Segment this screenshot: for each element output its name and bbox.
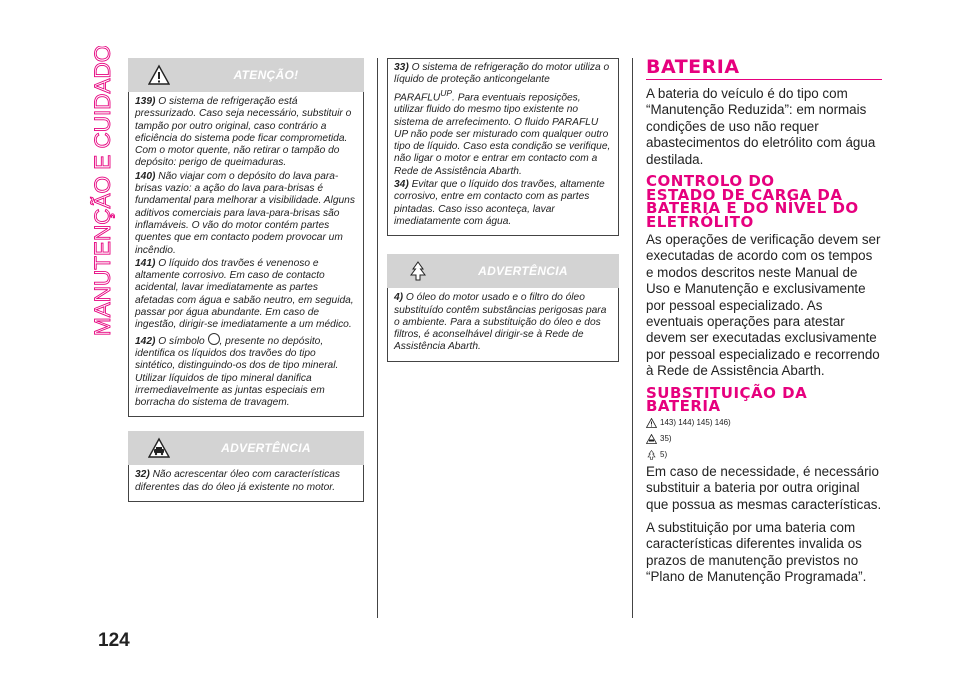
advert-box-body: [128, 465, 364, 502]
replacement-paragraph: Em caso de necessidade, é necessário substituir a bateria por outra original que possua as mesmas características.: [646, 463, 882, 512]
subheading-controlo: [646, 172, 882, 231]
warning-item: [135, 258, 357, 332]
column-2: [387, 58, 619, 362]
tree-icon: [646, 450, 657, 460]
brake-fluid-symbol-icon: [208, 333, 220, 345]
item-superscript: UP: [440, 87, 453, 98]
page-number: 124: [98, 630, 130, 651]
item-text: , presente no depósito, identifica os líquidos dos travões do tipo sintético, distinguindo-os dos de tipo mineral. Utilizar líquidos de tipo mineral danifica irremediavelmente as juntas especiais em borracha do sistema de travagem.: [135, 335, 339, 409]
section-heading-bateria: BATERIA: [646, 56, 740, 78]
car-warning-icon: [646, 434, 657, 444]
item-text: Não viajar com o depósito do lava para-brisas vazio: a ação do lava para-brisas é fundamental para melhorar a visibilidade. Alguns aditivos comerciais para lava-para-brisas são inflamáveis. O vão do motor contém partes quentes que em contacto podem provocar um incêndio.: [135, 170, 355, 256]
warning-item: [135, 333, 357, 410]
reference-warning: [646, 418, 882, 428]
item-number: 141): [135, 257, 156, 269]
subheading-line: BATERIA: [646, 397, 721, 416]
item-text: O sistema de refrigeração está pressurizado. Caso seja necessário, substituir o tampão por outro original, caso contrário a eficiência do sistema pode ficar comprometida. Com o motor quente, não retirar o tampão do depósito: perigo de queimaduras.: [135, 96, 352, 169]
item-text: O óleo do motor usado e o filtro do óleo substituído contêm substâncias perigosas para o ambiente. Para a substituição do óleo e dos filtros, é aconselhável dirigir-se à Rede de Assistência Abarth.: [394, 292, 607, 353]
warning-item: [135, 96, 357, 170]
column-3: [646, 58, 882, 593]
replacement-warning-paragraph: A substituição por uma bateria com características diferentes invalida os prazos de manutenção previstos no “Plano de Manutenção Programada”.: [646, 519, 867, 585]
heading-underline: [646, 79, 882, 80]
intro-paragraph: A bateria do veículo é do tipo com “Manutenção Reduzida”: em normais condições de uso não requer abastecimentos do eletrólito com água destilada.: [646, 86, 876, 167]
reference-list: [646, 418, 882, 460]
column-1: [128, 58, 364, 502]
advert-item: [135, 469, 357, 494]
item-number: 142): [135, 335, 156, 347]
warning-triangle-icon: [646, 418, 657, 428]
advert-box-title: ADVERTÊNCIA: [221, 441, 311, 456]
reference-text: 35): [660, 434, 672, 444]
item-number: 34): [394, 179, 409, 191]
warning-box-title: ATENÇÃO!: [233, 68, 299, 82]
item-text: O símbolo: [158, 335, 205, 347]
item-text: . Para eventuais reposições, utilizar fluido do mesmo tipo existente no sistema de arrefecimento. O fluido PARAFLU UP não pode ser misturado com qualquer outro tipo de líquido. Caso esta condição se verifique, não ligar o motor e entrar em contacto com a Rede de Assistência Abarth.: [394, 91, 611, 177]
subheading-line: CONTROLO DO: [646, 172, 775, 191]
item-text: O líquido dos travões é venenoso e altamente corrosivo. Em caso de contacto acidental, lavar imediatamente as partes afetadas com água e sabão neutro, em seguida, passar por água abundante. Em caso de ingestão, dirigir-se imediatamente a um médico.: [135, 257, 354, 331]
warning-box-header: [128, 58, 364, 92]
chapter-side-title: [88, 46, 116, 336]
subheading-substituicao: [646, 383, 882, 416]
env-box-header: [387, 254, 619, 288]
advert-box-header: [128, 431, 364, 465]
item-text: Evitar que o líquido dos travões, altamente corrosivo, entre em contacto com as partes pintadas. Caso isso aconteça, lavar imediatamente com água.: [394, 179, 605, 227]
verification-paragraph: As operações de verificação devem ser executadas de acordo com os tempos e modos descritos neste Manual de Uso e Manutenção e exclusivamente por pessoal especializado. As eventuais operações para atestar devem ser executadas exclusivamente por pessoal especializado e recorrendo à Rede de Assistência Abarth.: [646, 232, 881, 379]
reference-environment: [646, 450, 882, 460]
column-divider: [632, 58, 633, 618]
subheading-line: ESTADO DE CARGA DA: [646, 185, 843, 204]
advert-continued-box: [387, 58, 619, 236]
warning-item: [135, 171, 357, 257]
item-text: Não acrescentar óleo com características diferentes das do óleo já existente no motor.: [135, 469, 340, 493]
subheading-line: SUBSTITUIÇÃO DA: [646, 383, 808, 402]
item-text: O sistema de refrigeração do motor utiliza o líquido de proteção anticongelante PARAFLU: [394, 62, 610, 103]
reference-advert: [646, 434, 882, 444]
reference-text: 5): [660, 450, 668, 460]
subheading-line: ELETRÓLITO: [646, 212, 754, 231]
item-number: 32): [135, 469, 150, 481]
item-number: 140): [135, 170, 156, 182]
subheading-line: BATERIA E DO NÍVEL DO: [646, 199, 859, 218]
item-number: 4): [394, 292, 404, 304]
item-number: 33): [394, 62, 409, 73]
advert-item: [394, 179, 612, 228]
column-divider: [377, 58, 378, 618]
item-number: 139): [135, 96, 156, 107]
env-box-title: ADVERTÊNCIA: [478, 264, 568, 279]
warning-box-body: [128, 92, 364, 417]
env-item: [394, 292, 612, 353]
reference-text: 143) 144) 145) 146): [660, 418, 731, 428]
env-box-body: [387, 288, 619, 361]
advert-item: [394, 62, 612, 178]
chapter-title-text: MANUTENÇÃO E CUIDADOS: [90, 46, 115, 336]
